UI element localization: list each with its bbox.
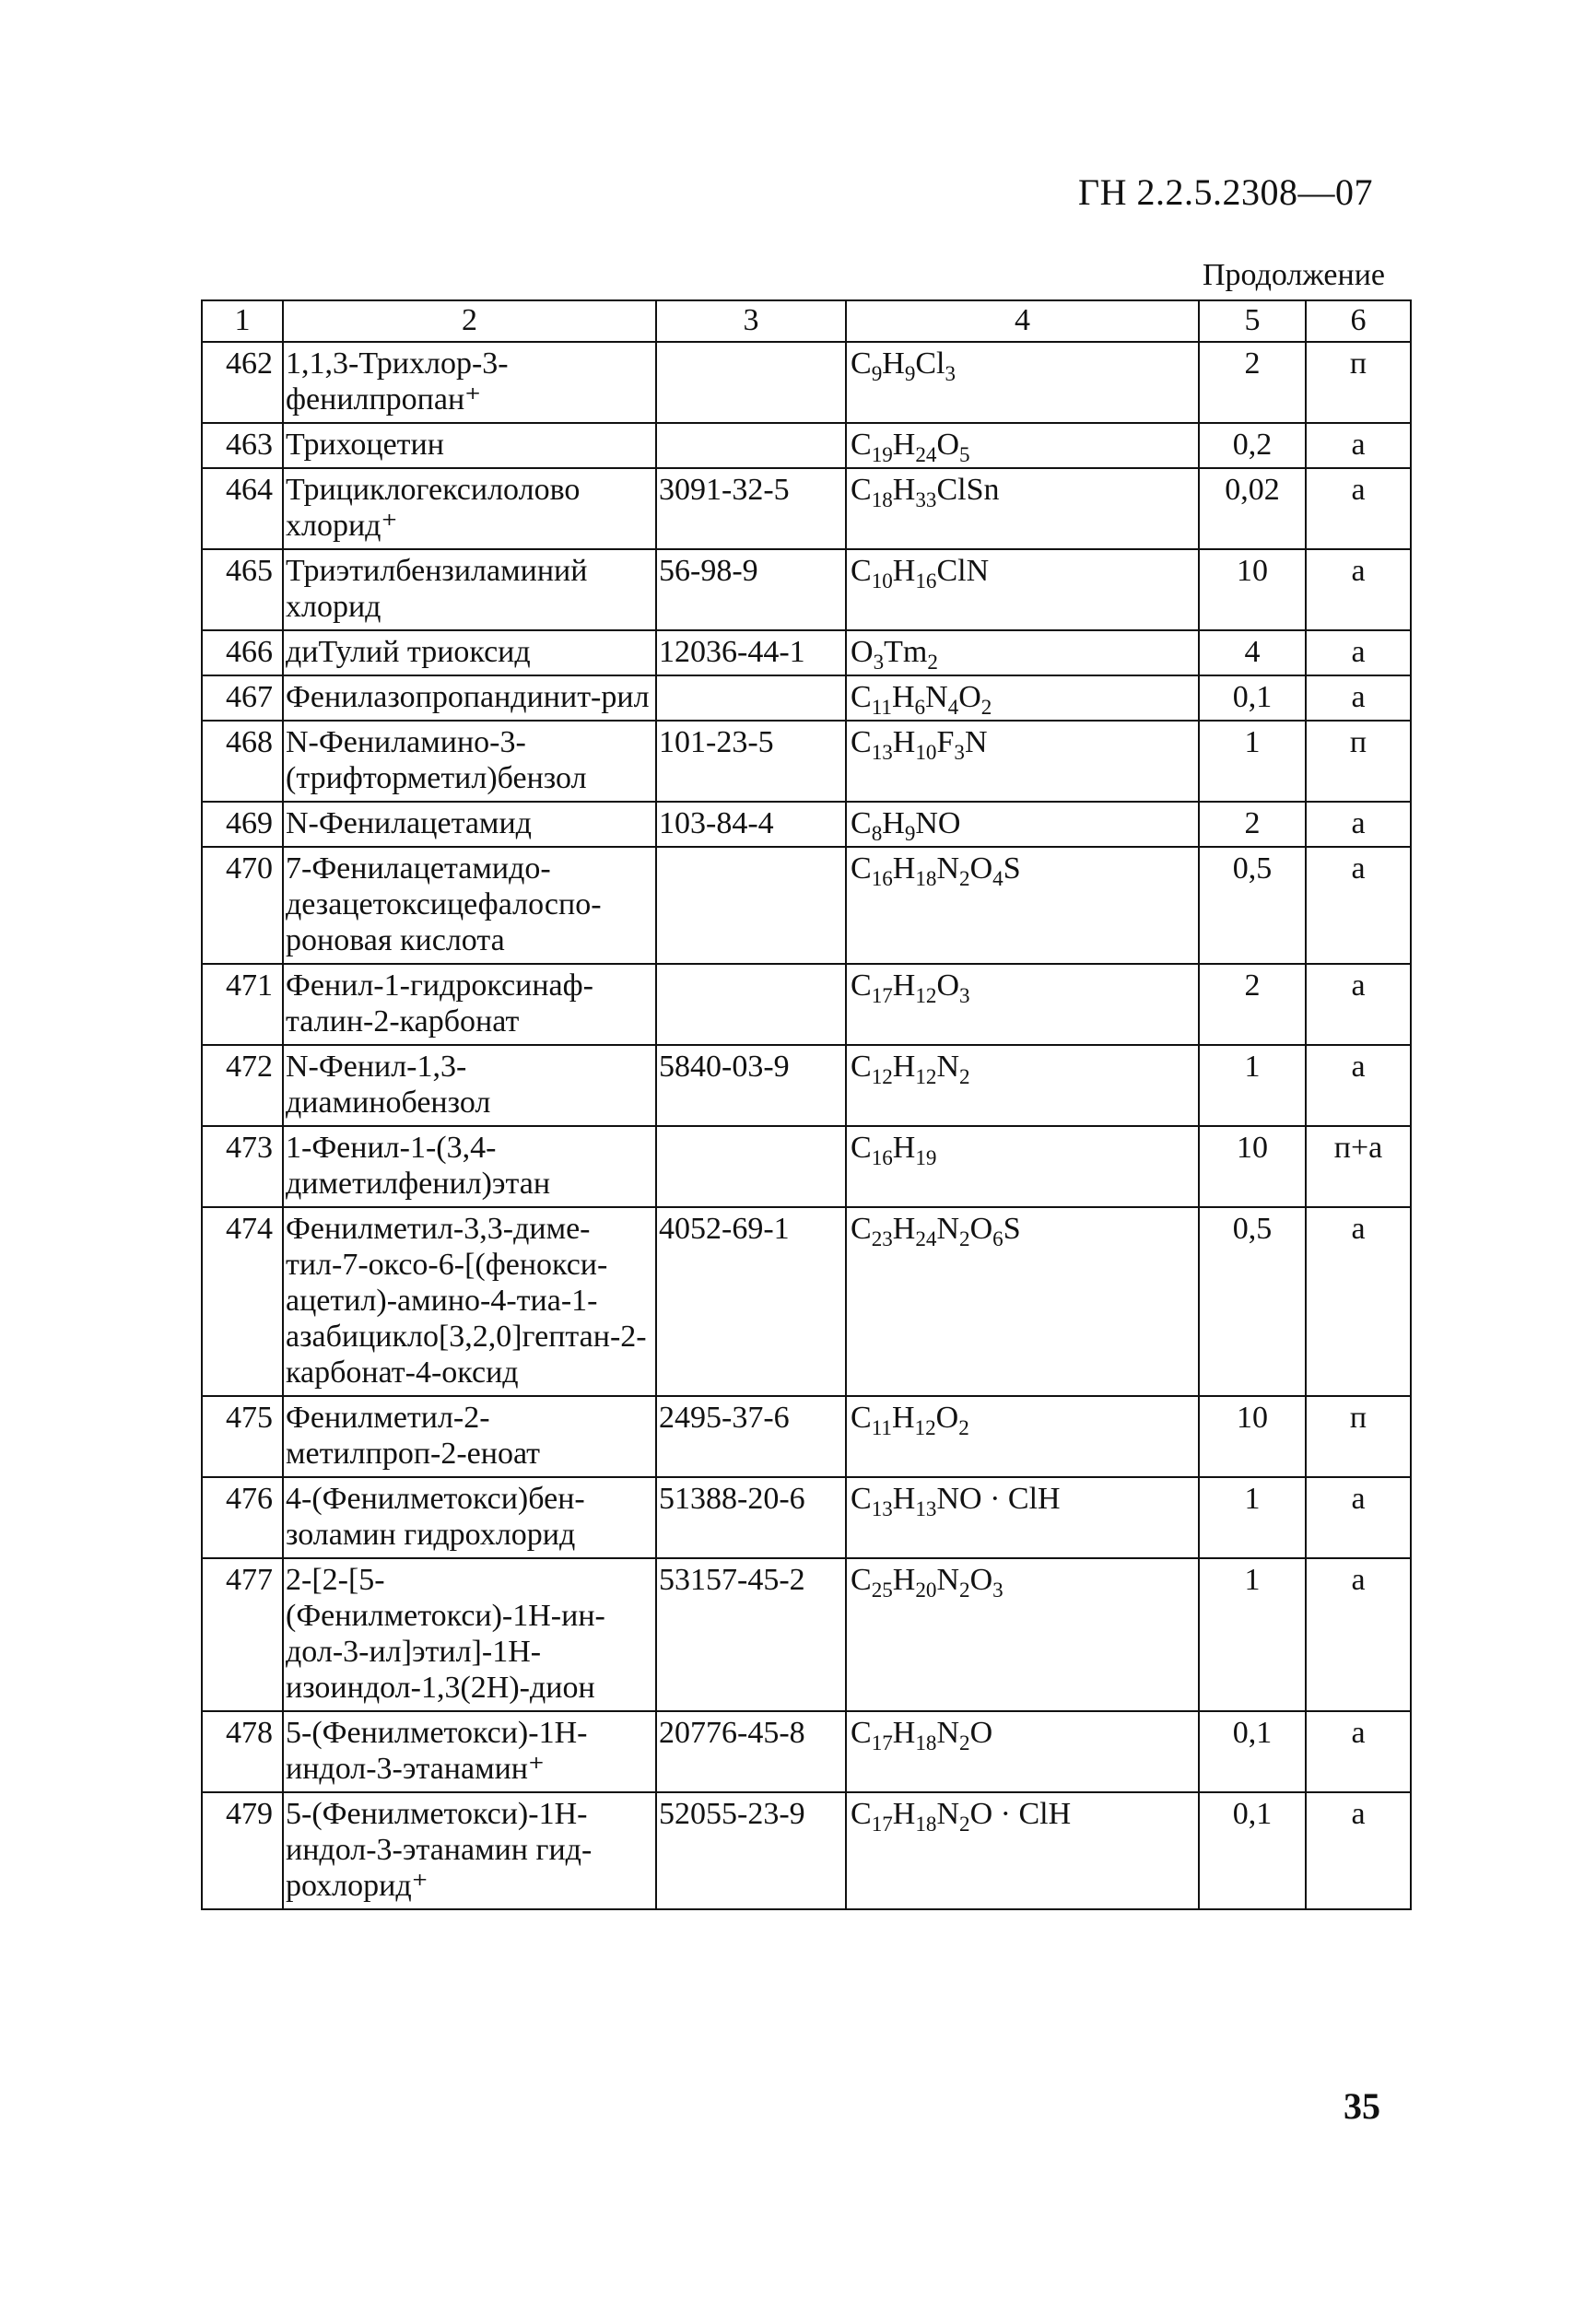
substance-name-cell: 2-[2-[5-(Фенилметокси)-1H-ин-дол-3-ил]этил]-1H-изоиндол-1,3(2H)-дион (283, 1558, 656, 1711)
row-number-cell: 479 (202, 1792, 283, 1909)
limit-value-cell: 0,1 (1199, 1711, 1306, 1792)
formula-cell: $C_{11}H_{12}O_2$ (846, 1396, 1199, 1477)
aggregate-state-cell: а (1306, 630, 1411, 675)
row-number-cell: 478 (202, 1711, 283, 1792)
limit-value-cell: 4 (1199, 630, 1306, 675)
formula-cell: $C_{25}H_{20}N_2O_3$ (846, 1558, 1199, 1711)
cas-number-cell: 53157-45-2 (656, 1558, 846, 1711)
row-number-cell: 477 (202, 1558, 283, 1711)
cas-number-cell: 103-84-4 (656, 802, 846, 847)
substance-name-cell: N-Фенилацетамид (283, 802, 656, 847)
row-number-cell: 468 (202, 721, 283, 802)
substance-name-cell: Фенил-1-гидроксинаф-талин-2-карбонат (283, 964, 656, 1045)
cas-number-cell (656, 675, 846, 721)
column-header: 2 (283, 300, 656, 342)
limit-value-cell: 1 (1199, 1558, 1306, 1711)
limit-value-cell: 2 (1199, 342, 1306, 423)
cas-number-cell: 2495-37-6 (656, 1396, 846, 1477)
limit-value-cell: 10 (1199, 1126, 1306, 1207)
aggregate-state-cell: а (1306, 847, 1411, 964)
cas-number-cell: 5840-03-9 (656, 1045, 846, 1126)
table-row (202, 630, 1411, 675)
cas-number-cell: 101-23-5 (656, 721, 846, 802)
cas-number-cell: 51388-20-6 (656, 1477, 846, 1558)
row-number-cell: 467 (202, 675, 283, 721)
row-number-cell: 465 (202, 549, 283, 630)
substance-name-cell: N-Фениламино-3-(трифторметил)бензол (283, 721, 656, 802)
aggregate-state-cell: а (1306, 1711, 1411, 1792)
limit-value-cell: 0,2 (1199, 423, 1306, 468)
table-row (202, 1792, 1411, 1909)
formula-cell: $C_{13}H_{10}F_3N$ (846, 721, 1199, 802)
aggregate-state-cell: а (1306, 1045, 1411, 1126)
continuation-label: Продолжение (1203, 258, 1386, 292)
row-number-cell: 470 (202, 847, 283, 964)
formula-cell: $C_9H_9Cl_3$ (846, 342, 1199, 423)
aggregate-state-cell: п (1306, 721, 1411, 802)
formula-cell: $C_{19}H_{24}O_5$ (846, 423, 1199, 468)
formula-cell: $C_{16}H_{18}N_2O_4S$ (846, 847, 1199, 964)
cas-number-cell (656, 342, 846, 423)
limit-value-cell: 0,1 (1199, 675, 1306, 721)
limit-value-cell: 10 (1199, 1396, 1306, 1477)
formula-cell: $C_{17}H_{18}N_2O$ · ClH (846, 1792, 1199, 1909)
row-number-cell: 473 (202, 1126, 283, 1207)
aggregate-state-cell: а (1306, 468, 1411, 549)
aggregate-state-cell: а (1306, 1792, 1411, 1909)
table-row (202, 1711, 1411, 1792)
limit-value-cell: 0,5 (1199, 1207, 1306, 1396)
limit-value-cell: 2 (1199, 802, 1306, 847)
aggregate-state-cell: а (1306, 675, 1411, 721)
cas-number-cell (656, 1126, 846, 1207)
limit-value-cell: 0,5 (1199, 847, 1306, 964)
aggregate-state-cell: а (1306, 964, 1411, 1045)
table-row (202, 1207, 1411, 1396)
substance-name-cell: 5-(Фенилметокси)-1H-индол-3-этанамин гид-рохлорид⁺ (283, 1792, 656, 1909)
table-row (202, 1396, 1411, 1477)
formula-cell: $C_{11}H_6N_4O_2$ (846, 675, 1199, 721)
substance-name-cell: Фенилметил-2-метилпроп-2-еноат (283, 1396, 656, 1477)
row-number-cell: 464 (202, 468, 283, 549)
column-header: 4 (846, 300, 1199, 342)
row-number-cell: 471 (202, 964, 283, 1045)
substance-name-cell: диТулий триоксид (283, 630, 656, 675)
table-row (202, 1558, 1411, 1711)
limit-value-cell: 1 (1199, 1045, 1306, 1126)
formula-cell: $C_{13}H_{13}NO$ · ClH (846, 1477, 1199, 1558)
cas-number-cell: 20776-45-8 (656, 1711, 846, 1792)
row-number-cell: 463 (202, 423, 283, 468)
document-code: ГН 2.2.5.2308—07 (1078, 171, 1374, 213)
row-number-cell: 474 (202, 1207, 283, 1396)
table-row (202, 468, 1411, 549)
cas-number-cell: 12036-44-1 (656, 630, 846, 675)
substance-name-cell: Трициклогексилолово хлорид⁺ (283, 468, 656, 549)
row-number-cell: 469 (202, 802, 283, 847)
aggregate-state-cell: а (1306, 802, 1411, 847)
table-row (202, 1045, 1411, 1126)
table-row (202, 721, 1411, 802)
aggregate-state-cell: а (1306, 423, 1411, 468)
aggregate-state-cell: а (1306, 1207, 1411, 1396)
aggregate-state-cell: а (1306, 1477, 1411, 1558)
cas-number-cell (656, 964, 846, 1045)
aggregate-state-cell: п (1306, 342, 1411, 423)
formula-cell: $C_{18}H_{33}ClSn$ (846, 468, 1199, 549)
substance-name-cell: 7-Фенилацетамидо-дезацетоксицефалоспо-роновая кислота (283, 847, 656, 964)
column-header: 3 (656, 300, 846, 342)
row-number-cell: 472 (202, 1045, 283, 1126)
formula-cell: $C_{12}H_{12}N_2$ (846, 1045, 1199, 1126)
formula-cell: $O_3Tm_2$ (846, 630, 1199, 675)
column-header: 1 (202, 300, 283, 342)
formula-cell: $C_{10}H_{16}ClN$ (846, 549, 1199, 630)
cas-number-cell: 3091-32-5 (656, 468, 846, 549)
substance-name-cell: 5-(Фенилметокси)-1H-индол-3-этанамин⁺ (283, 1711, 656, 1792)
substance-name-cell: Фенилазопропандинит-рил (283, 675, 656, 721)
table-row (202, 342, 1411, 423)
table-row (202, 1126, 1411, 1207)
substance-name-cell: 4-(Фенилметокси)бен-золамин гидрохлорид (283, 1477, 656, 1558)
page-number: 35 (1344, 2085, 1380, 2127)
cas-number-cell (656, 423, 846, 468)
cas-number-cell (656, 847, 846, 964)
row-number-cell: 475 (202, 1396, 283, 1477)
table-row (202, 675, 1411, 721)
formula-cell: $C_8H_9NO$ (846, 802, 1199, 847)
aggregate-state-cell: а (1306, 1558, 1411, 1711)
substance-name-cell: Фенилметил-3,3-диме-тил-7-оксо-6-[(фенокси-ацетил)-амино-4-тиа-1-азабицикло[3,2,0]гептан-2-карбонат-4-оксид (283, 1207, 656, 1396)
aggregate-state-cell: а (1306, 549, 1411, 630)
column-header: 6 (1306, 300, 1411, 342)
cas-number-cell: 4052-69-1 (656, 1207, 846, 1396)
aggregate-state-cell: п (1306, 1396, 1411, 1477)
aggregate-state-cell: п+а (1306, 1126, 1411, 1207)
column-header: 5 (1199, 300, 1306, 342)
substances-table (201, 299, 1412, 1910)
table-row (202, 964, 1411, 1045)
substance-name-cell: 1,1,3-Трихлор-3-фенилпропан⁺ (283, 342, 656, 423)
table-row (202, 847, 1411, 964)
limit-value-cell: 1 (1199, 721, 1306, 802)
limit-value-cell: 1 (1199, 1477, 1306, 1558)
formula-cell: $C_{16}H_{19}$ (846, 1126, 1199, 1207)
limit-value-cell: 2 (1199, 964, 1306, 1045)
formula-cell: $C_{23}H_{24}N_2O_6S$ (846, 1207, 1199, 1396)
cas-number-cell: 56-98-9 (656, 549, 846, 630)
row-number-cell: 476 (202, 1477, 283, 1558)
limit-value-cell: 0,02 (1199, 468, 1306, 549)
table-row (202, 1477, 1411, 1558)
row-number-cell: 462 (202, 342, 283, 423)
cas-number-cell: 52055-23-9 (656, 1792, 846, 1909)
limit-value-cell: 0,1 (1199, 1792, 1306, 1909)
table-row (202, 549, 1411, 630)
substance-name-cell: Трихоцетин (283, 423, 656, 468)
formula-cell: $C_{17}H_{12}O_3$ (846, 964, 1199, 1045)
table-row (202, 802, 1411, 847)
table-header-row (202, 300, 1411, 342)
substance-name-cell: N-Фенил-1,3-диаминобензол (283, 1045, 656, 1126)
row-number-cell: 466 (202, 630, 283, 675)
formula-cell: $C_{17}H_{18}N_2O$ (846, 1711, 1199, 1792)
table-body (202, 342, 1411, 1909)
substance-name-cell: 1-Фенил-1-(3,4-диметилфенил)этан (283, 1126, 656, 1207)
substance-name-cell: Триэтилбензиламиний хлорид (283, 549, 656, 630)
limit-value-cell: 10 (1199, 549, 1306, 630)
table-row (202, 423, 1411, 468)
